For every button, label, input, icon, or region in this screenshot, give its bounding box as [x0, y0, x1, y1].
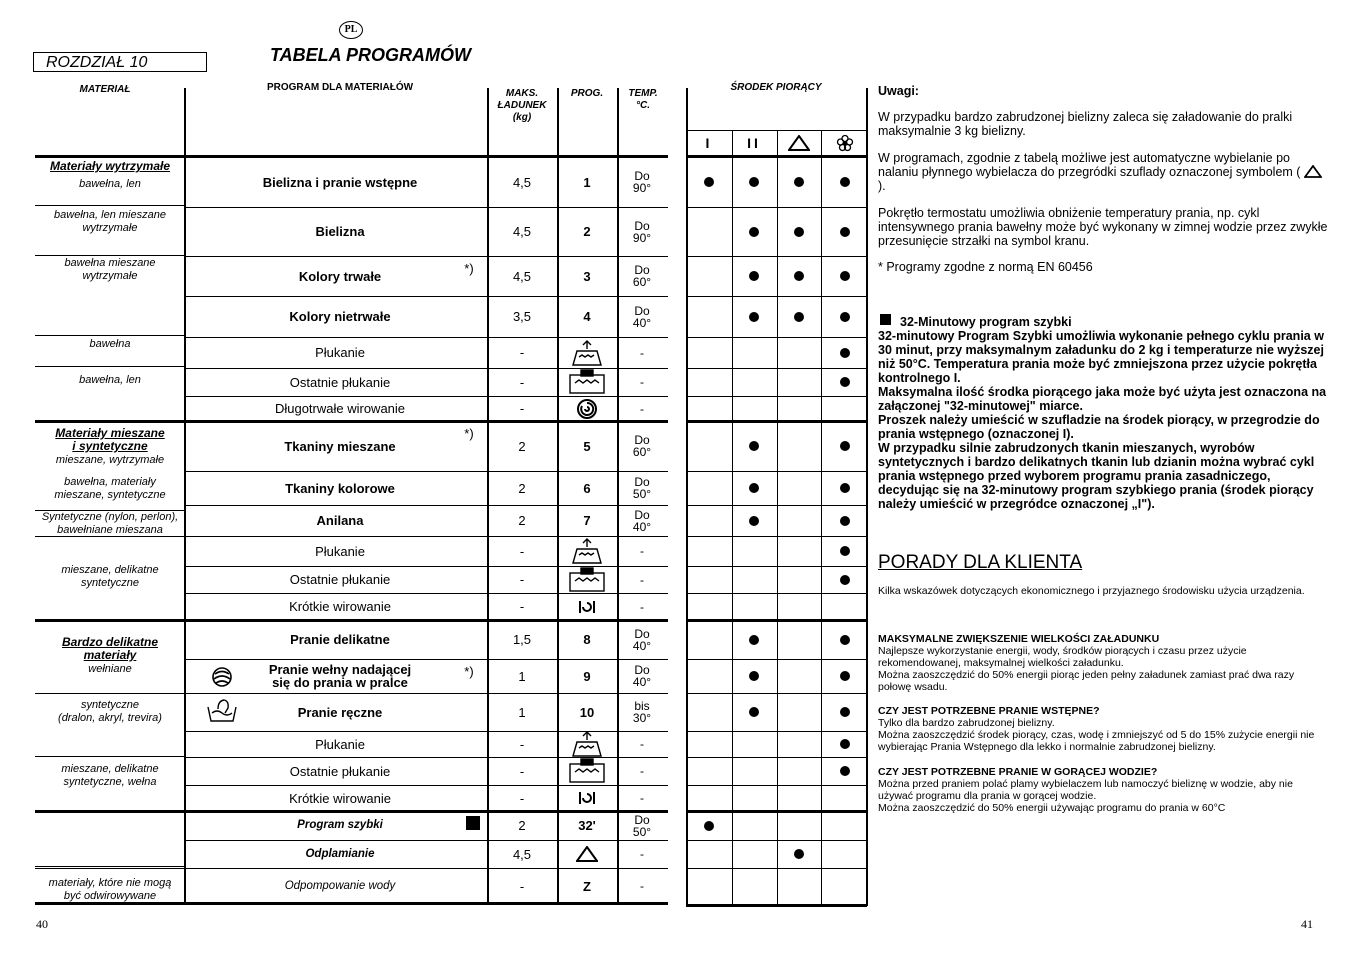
material-group-heading: Materiały mieszane i syntetyczne	[55, 426, 165, 453]
material-label: Syntetyczne (nylon, perlon), bawełniane mieszana	[41, 511, 179, 536]
detergent-dot	[840, 348, 850, 358]
temperature-value: Do 40°	[632, 626, 652, 653]
program-name	[200, 471, 480, 505]
max-load-value: 1	[518, 704, 526, 720]
tip-2-body: Tylko dla bardzo zabrudzonej bielizny. Można zaoszczędzić środek piorący, czas, wodę i zmniejszyć od 5 do 15% zużycie energii nie wybierając Prania Wstępnego dla lekko i normalnie zabrudzonej bielizny.	[878, 717, 1315, 753]
detergent-dot	[794, 312, 804, 322]
temperature-value: -	[640, 791, 644, 805]
program-name	[200, 757, 480, 785]
program-number: 5	[583, 438, 591, 454]
program-name	[200, 207, 480, 256]
program-label: Długotrwałe wirowanie	[274, 401, 406, 416]
detergent-dot	[840, 575, 850, 585]
triangle-icon	[557, 840, 617, 868]
group-separator	[686, 810, 867, 813]
row-line	[686, 566, 867, 567]
detergent-dot	[749, 177, 759, 187]
material-label: bawełna	[89, 338, 131, 350]
program-label: Bielizna	[315, 224, 365, 239]
material-label: bawełna, len	[79, 178, 141, 190]
program-number: 9	[583, 668, 591, 684]
detergent-dot	[749, 671, 759, 681]
detergent-dot	[840, 707, 850, 717]
detergent-dot	[840, 635, 850, 645]
program-label: Kolory trwałe	[298, 268, 382, 284]
rinse-icon	[557, 337, 617, 368]
customer-tips-title: PORADY DLA KLIENTA	[878, 552, 1083, 573]
quick-program-heading: 32-Minutowy program szybki	[900, 315, 1072, 329]
detergent-dot	[840, 516, 850, 526]
detergent-dot	[840, 671, 850, 681]
max-load-value: 1	[518, 668, 526, 684]
max-load-value: 4,5	[512, 224, 532, 239]
temperature-value: Do 40°	[632, 303, 652, 330]
max-load-value: 1,5	[512, 632, 532, 647]
program-label: Płukanie	[315, 345, 365, 360]
row-line	[686, 471, 867, 472]
temperature-value: Do 50°	[632, 475, 652, 501]
program-number: 7	[583, 513, 591, 528]
row-line	[686, 296, 867, 297]
program-label: Pranie delikatne	[290, 632, 390, 647]
detergent-dot	[840, 483, 850, 493]
detergent-vline	[686, 88, 688, 906]
group-separator	[686, 619, 867, 622]
temperature-value: Do 40°	[632, 663, 652, 689]
row-line	[686, 785, 867, 786]
program-name	[200, 536, 480, 566]
quick-program-body: 32-minutowy Program Szybki umożliwia wykonanie pełnego cyklu prania w 30 minut, przy maksymalnym załadunku do 2 kg i temperaturze nie wyższej niż 50°C. Temperatura prania może być zmniejszona przez użycie pokrętła kontrolnego I. Maksymalna ilość środka piorącego jaka może być użyta jest oznaczona na załączonej "32-minutowej" miarce. Proszek należy umieścić w szufladzie na środek piorący, w przegrodzie do prania wstępnego (oznaczonej I). W przypadku silnie zabrudzonych tkanin mieszanych, wyrobów syntetycznych i bardzo delikatnych tkanin lub dzianin można wybrać cykl prania wstępnego przed wyborem programu prania zasadniczego, decydując się na 32-minutowy program szybkiego prania (środek piorący należy umieścić w przegródce oznaczonej „I").	[878, 329, 1327, 511]
detergent-dot	[840, 377, 850, 387]
max-load-value: -	[519, 763, 525, 779]
material-line	[35, 205, 185, 206]
header-prog: PROG.	[570, 88, 604, 99]
program-label: Płukanie	[315, 543, 365, 559]
page-number-right: 41	[1301, 917, 1313, 931]
program-name	[200, 785, 480, 811]
max-load-value: -	[519, 572, 525, 587]
triangle-icon	[788, 135, 810, 156]
max-load-value: -	[519, 543, 525, 559]
program-label: Ostatnie płukanie	[289, 763, 391, 779]
detergent-col-label: I	[705, 134, 713, 151]
row-line	[686, 396, 867, 397]
temperature-value: Do 90°	[632, 169, 652, 195]
material-line	[35, 335, 185, 336]
max-load-value: 4,5	[512, 846, 532, 862]
max-load-value: -	[519, 374, 525, 390]
hand-wash-icon	[205, 697, 239, 728]
detergent-vline	[821, 130, 822, 906]
temperature-value: Do 90°	[632, 218, 652, 245]
max-load-value: 2	[518, 513, 526, 528]
lastrinse-icon	[557, 757, 617, 785]
max-load-value: -	[519, 736, 525, 752]
max-load-value: 2	[518, 438, 526, 454]
program-name	[200, 811, 480, 840]
detergent-dot	[749, 483, 759, 493]
wool-icon	[210, 666, 234, 693]
detergent-dot	[840, 441, 850, 451]
program-label: Ostatnie płukanie	[289, 572, 391, 587]
detergent-dot	[840, 271, 850, 281]
temperature-value: -	[640, 345, 644, 360]
program-name	[200, 296, 480, 337]
tip-3-body: Można przed praniem polać plamy wybielaczem lub namoczyć bieliznę w wodzie, aby nie używać programu dla prania w gorącej wodzie. Można zaoszczędzić do 50% energii używając programu do prania w 60°C	[878, 778, 1293, 814]
lastrinse-icon	[557, 368, 617, 396]
detergent-bottom-rule	[686, 904, 867, 907]
detergent-col-label: II	[747, 134, 761, 151]
row-line	[686, 693, 867, 694]
program-label: Płukanie	[315, 736, 365, 752]
detergent-dot	[749, 441, 759, 451]
detergent-dot	[749, 635, 759, 645]
program-label: Tkaniny kolorowe	[285, 480, 395, 496]
material-label: mieszane, delikatne syntetyczne, wełna	[61, 763, 159, 788]
material-group-heading: Materiały wytrzymałe	[49, 159, 171, 173]
program-name	[200, 421, 480, 471]
header-max-load: MAKS. ŁADUNEK (kg)	[497, 88, 547, 123]
row-line	[686, 840, 867, 841]
rinse-icon	[557, 536, 617, 566]
header-material: MATERIAŁ	[79, 84, 131, 95]
program-number: 2	[583, 224, 591, 239]
material-line	[35, 756, 185, 757]
material-group-heading: Bardzo delikatne materiały	[61, 635, 159, 662]
program-name	[200, 620, 480, 659]
detergent-dot	[794, 271, 804, 281]
program-number: 1	[583, 174, 591, 190]
program-label: Ostatnie płukanie	[289, 374, 391, 390]
group-separator	[686, 420, 867, 423]
note-1: W przypadku bardzo zabrudzonej bielizny zaleca się załadowanie do pralki maksymalnie 3 kg bielizny.	[878, 110, 1293, 138]
program-name	[200, 368, 480, 396]
asterisk-note: *)	[464, 663, 474, 679]
program-name	[200, 256, 480, 296]
temperature-value: -	[640, 847, 644, 861]
row-line	[686, 256, 867, 257]
program-number: 32'	[578, 818, 596, 833]
quick-program-square-icon	[466, 816, 480, 830]
program-name	[200, 566, 480, 593]
detergent-dot	[749, 516, 759, 526]
material-line	[35, 693, 185, 694]
note-2-text: W programach, zgodnie z tabelą możliwe jest automatyczne wybielanie po nalaniu płynnego wybielacza do przegródki szuflady oznaczonej symbolem (	[878, 151, 1301, 179]
temperature-value: -	[640, 375, 644, 389]
customer-tips-intro: Kilka wskazówek dotyczących ekonomicznego i przyjaznego środowisku użycia urządzenia.	[878, 585, 1305, 597]
detergent-dot	[794, 177, 804, 187]
detergent-dot	[840, 227, 850, 237]
row-line	[686, 207, 867, 208]
row-line	[686, 368, 867, 369]
max-load-value: -	[519, 790, 525, 806]
row-line	[686, 757, 867, 758]
temperature-value: -	[640, 879, 644, 893]
note-3: Pokrętło termostatu umożliwia obniżenie temperatury prania, np. cykl intensywnego prania bawełny może być wykonany w zimnej wodzie przez zwykłe przesunięcie strzałki na symbol kranu.	[878, 206, 1328, 248]
material-label: materiały, które nie mogą być odwirowywane	[48, 877, 172, 902]
program-label: Odpompowanie wody	[284, 879, 396, 892]
asterisk-note: *)	[464, 425, 474, 441]
chapter-label: ROZDZIAŁ 10	[33, 52, 207, 72]
temperature-value: -	[640, 572, 644, 587]
row-line	[686, 536, 867, 537]
temperature-value: -	[640, 737, 644, 751]
tip-1-heading: MAKSYMALNE ZWIĘKSZENIE WIELKOŚCI ZAŁADUNKU	[878, 633, 1160, 645]
program-number: 4	[583, 309, 591, 324]
material-line	[35, 868, 185, 869]
row-line	[686, 731, 867, 732]
note-2	[878, 151, 1328, 193]
material-label: mieszane, wytrzymałe	[55, 454, 165, 466]
program-number: 3	[583, 268, 591, 284]
program-number: 8	[583, 632, 591, 647]
detergent-dot	[840, 546, 850, 556]
material-label: wełniane	[88, 663, 132, 675]
program-name	[200, 693, 480, 731]
material-label: syntetyczne (dralon, akryl, trevira)	[58, 699, 162, 724]
material-label: bawełna mieszane wytrzymałe	[64, 257, 156, 282]
detergent-dot	[840, 739, 850, 749]
program-name	[200, 593, 480, 620]
flower-icon	[836, 134, 854, 157]
rinse-icon	[557, 731, 617, 757]
tip-3-heading: CZY JEST POTRZEBNE PRANIE W GORĄCEJ WODZIE?	[878, 766, 1158, 778]
detergent-dot	[794, 849, 804, 859]
row-line	[686, 659, 867, 660]
max-load-value: -	[519, 599, 525, 614]
detergent-vline	[732, 130, 733, 906]
max-load-value: -	[519, 345, 525, 360]
temperature-value: bis 30°	[632, 699, 652, 725]
temperature-value: Do 60°	[632, 263, 652, 289]
detergent-vline	[777, 130, 778, 906]
language-badge: PL	[339, 21, 363, 39]
max-load-value: -	[519, 878, 525, 894]
detergent-dot	[704, 821, 714, 831]
tip-2-heading: CZY JEST POTRZEBNE PRANIE WSTĘPNE?	[878, 705, 1100, 717]
temperature-value: -	[640, 544, 644, 558]
program-label: Kolory nietrwałe	[289, 309, 391, 324]
max-load-value: 4,5	[512, 174, 532, 190]
tip-1-body: Najlepsze wykorzystanie energii, wody, środków piorących i czasu przez użycie rekomendowanej, maksymalnej wielkości załadunku. Można zaoszczędzić do 50% energii piorąc jeden pełny załadunek zamiast prać dwa razy połowę wsadu.	[878, 645, 1295, 693]
max-load-value: 4,5	[512, 268, 532, 284]
material-line	[35, 366, 185, 367]
max-load-value: 3,5	[512, 309, 532, 324]
program-number: 10	[579, 704, 595, 720]
temperature-value: Do 40°	[632, 507, 652, 534]
detergent-vline	[866, 88, 868, 906]
temperature-value: -	[640, 599, 644, 614]
material-label: bawełna, len	[79, 374, 141, 386]
detergent-dot	[749, 271, 759, 281]
max-load-value: 2	[518, 480, 526, 496]
header-temp: TEMP. °C.	[628, 88, 658, 111]
program-name	[200, 337, 480, 368]
detergent-dot	[840, 766, 850, 776]
detergent-subheader-rule	[686, 130, 867, 131]
detergent-dot	[749, 707, 759, 717]
program-number: Z	[583, 878, 591, 894]
program-name	[200, 868, 480, 904]
note-4: * Programy zgodne z normą EN 60456	[878, 260, 1093, 274]
shortspin-icon	[557, 593, 617, 620]
row-line	[686, 505, 867, 506]
temperature-value: -	[640, 764, 644, 778]
program-label: Pranie wełny nadającej się do prania w pralce	[268, 662, 412, 690]
material-label: mieszane, delikatne syntetyczne	[61, 564, 159, 589]
header-program: PROGRAM DLA MATERIAŁÓW	[266, 82, 414, 93]
temperature-value: Do 50°	[632, 812, 652, 839]
program-label: Odplamianie	[305, 847, 375, 860]
triangle-icon	[1304, 165, 1322, 178]
material-header-rule	[35, 155, 185, 158]
program-name	[200, 157, 480, 207]
row-line	[686, 337, 867, 338]
material-line	[35, 866, 185, 867]
program-label: Anilana	[316, 513, 364, 528]
lastrinse-icon	[557, 566, 617, 593]
program-name	[200, 659, 480, 693]
row-line	[686, 593, 867, 594]
program-label: Krótkie wirowanie	[289, 790, 391, 806]
max-load-value: -	[519, 401, 525, 416]
material-label: bawełna, len mieszane wytrzymałe	[54, 209, 166, 234]
page-title: TABELA PROGRAMÓW	[270, 45, 471, 65]
detergent-dot	[749, 312, 759, 322]
detergent-dot	[840, 177, 850, 187]
shortspin-icon	[557, 785, 617, 811]
program-name	[200, 840, 480, 868]
temperature-value: Do 60°	[632, 433, 652, 459]
program-name	[200, 731, 480, 757]
program-label: Bielizna i pranie wstępne	[262, 174, 418, 190]
header-detergent: ŚRODEK PIORĄCY	[730, 82, 822, 93]
program-number: 6	[583, 480, 591, 496]
detergent-dot	[794, 227, 804, 237]
notes-title: Uwagi:	[878, 84, 919, 98]
note-2-end: ).	[878, 179, 886, 193]
quick-program-square-icon	[880, 314, 891, 325]
program-label: Program szybki	[297, 819, 383, 831]
row-line	[686, 868, 867, 869]
detergent-dot	[704, 177, 714, 187]
program-name	[200, 505, 480, 536]
material-label: bawełna, materiały mieszane, syntetyczne	[54, 476, 166, 501]
detergent-dot	[840, 312, 850, 322]
asterisk-note: *)	[464, 260, 474, 276]
temperature-value: -	[640, 401, 644, 416]
program-label: Pranie ręczne	[297, 704, 383, 720]
page-number-left: 40	[36, 917, 48, 931]
program-label: Krótkie wirowanie	[289, 599, 391, 614]
spin-icon	[557, 396, 617, 421]
program-label: Tkaniny mieszane	[284, 438, 396, 454]
max-load-value: 2	[518, 818, 526, 833]
detergent-dot	[749, 227, 759, 237]
program-name	[200, 396, 480, 421]
